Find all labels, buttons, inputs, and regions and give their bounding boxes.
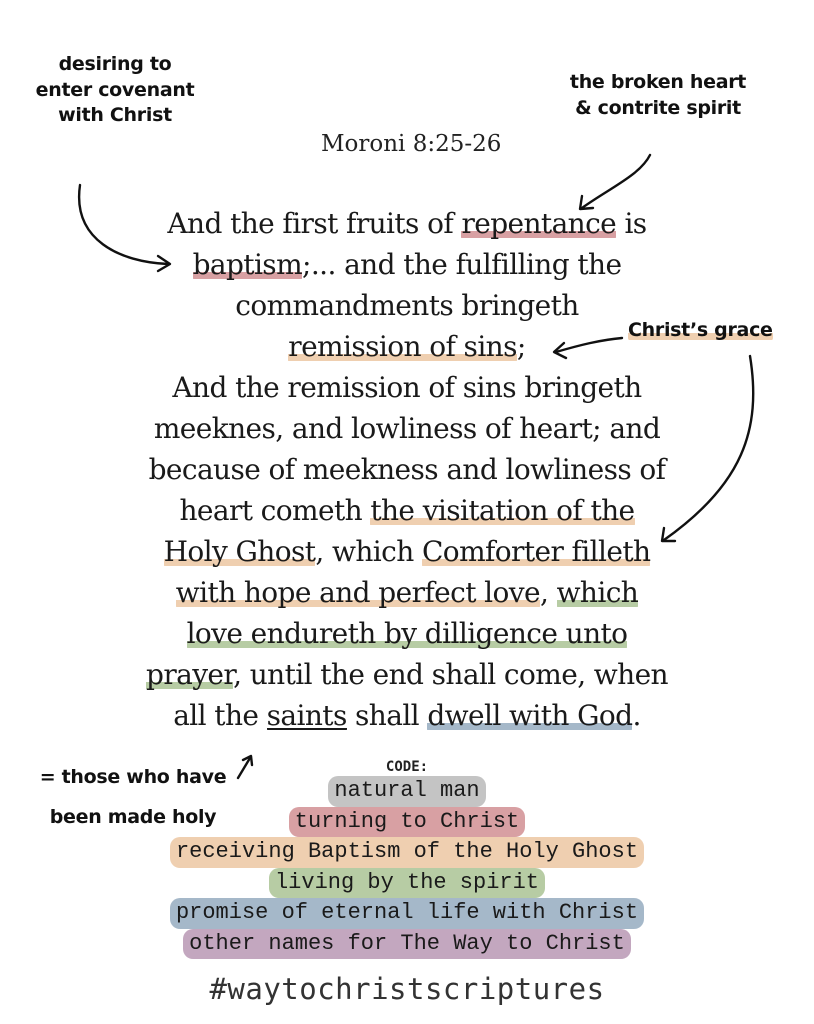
note-covenant-line: with Christ [58, 104, 172, 127]
note-broken-heart-line: & contrite spirit [575, 96, 741, 119]
legend-item: natural man [328, 776, 485, 807]
note-saints-line: been made holy [49, 806, 217, 828]
note-broken-heart-line: the broken heart [569, 71, 747, 93]
highlight-hope-love: with hope and perfect love [175, 576, 540, 609]
verse-line: meeknes, and lowliness of heart; and [153, 412, 661, 445]
verse-text-run: is [616, 207, 647, 240]
highlight-comforter: Comforter filleth [421, 535, 651, 568]
note-grace-text: Christ’s grace [628, 319, 773, 341]
verse-text-run: shall [346, 699, 428, 732]
legend-item: other names for The Way to Christ [183, 929, 631, 960]
highlight-dwell-with-god: dwell with God [427, 699, 633, 732]
note-saints-line: = those who have [39, 766, 227, 788]
legend-item: living by the spirit [269, 868, 545, 899]
legend-item: receiving Baptism of the Holy Ghost [170, 837, 644, 868]
verse-text-run: all the [173, 699, 267, 732]
arrow-heart-to-repentance [582, 155, 650, 208]
verse-line: And the remission of sins bringeth [172, 371, 642, 404]
highlight-remission: remission of sins [288, 330, 517, 363]
arrow-saints-note [238, 758, 250, 778]
verse-text-run: ;... and the fulfilling the [302, 248, 622, 281]
verse-text-run: , which [315, 535, 422, 568]
highlight-repentance: repentance [461, 207, 617, 240]
verse-text-run: , until the end shall come, when [233, 658, 668, 691]
underline-saints: saints [266, 699, 347, 732]
highlight-visitation: the visitation of the [370, 494, 635, 527]
arrow-covenant-to-baptism [79, 185, 168, 264]
highlight-baptism: baptism [192, 248, 303, 281]
note-covenant-line: desiring to [58, 53, 172, 75]
arrow-grace-to-remission [556, 338, 622, 352]
verse-text-run: , [539, 576, 557, 609]
verse-line: commandments bringeth [235, 289, 579, 322]
verse-text-run: And the first fruits of [167, 207, 462, 240]
note-covenant-line: enter covenant [35, 78, 195, 101]
highlight-holy-ghost: Holy Ghost [163, 535, 316, 568]
highlight-which: which [556, 576, 639, 609]
legend-item: promise of eternal life with Christ [170, 898, 644, 929]
highlight-prayer: prayer [146, 658, 234, 691]
hashtag: #waytochristscriptures [209, 972, 605, 1006]
legend-item: turning to Christ [289, 807, 525, 838]
code-title: CODE: [385, 759, 429, 775]
highlight-love-endureth: love endureth by dilligence unto [186, 617, 628, 650]
verse-text-run: heart cometh [179, 494, 371, 527]
verse-line: because of meekness and lowliness of [148, 453, 666, 486]
scripture-reference: Moroni 8:25-26 [321, 131, 502, 157]
verse-text-run: ; [516, 330, 526, 363]
verse-text-run: . [632, 699, 641, 732]
arrow-grace-to-comforter [664, 356, 753, 540]
